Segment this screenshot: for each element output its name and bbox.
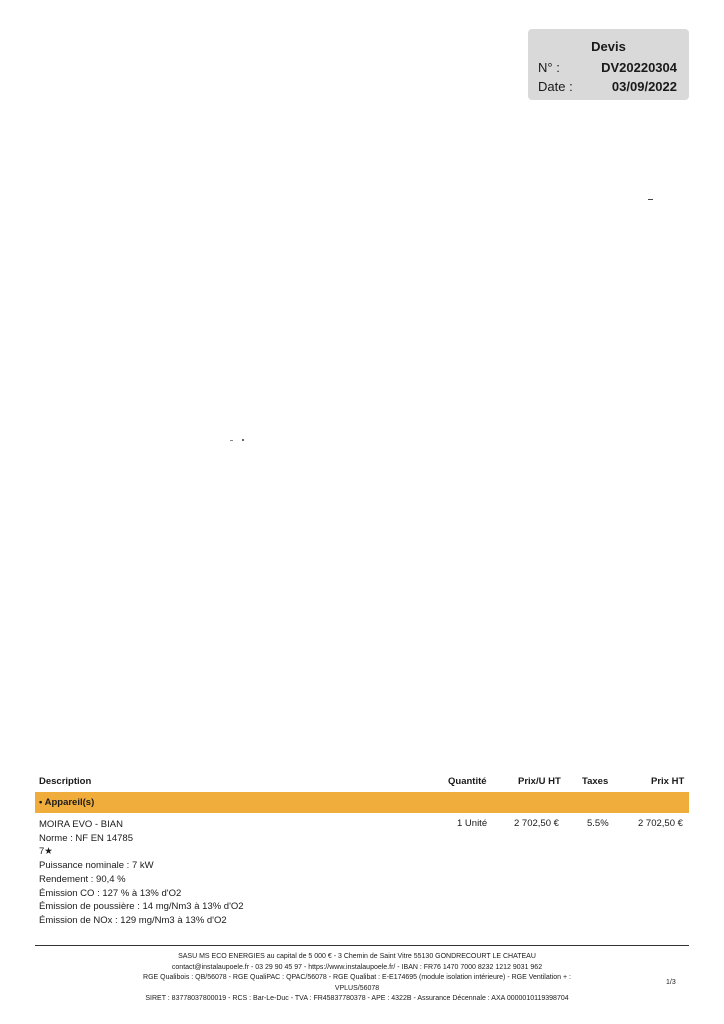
item-line: Norme : NF EN 14785 <box>39 832 133 844</box>
item-quantity: 1 Unité <box>457 818 488 829</box>
item-line: 7★ <box>39 846 53 858</box>
quote-number-value: DV20220304 <box>601 60 677 75</box>
column-header-quantity: Quantité <box>448 776 487 787</box>
footer-legal <box>100 952 614 1005</box>
column-header-total: Prix HT <box>651 776 685 787</box>
item-description <box>39 818 244 928</box>
item-taxes: 5.5% <box>587 818 609 829</box>
item-line: Rendement : 90,4 % <box>39 873 126 885</box>
column-header-taxes: Taxes <box>582 776 609 787</box>
quote-date-label: Date : <box>538 79 573 94</box>
footer-line: SASU MS ECO ENERGIES au capital de 5 000 € - 3 Chemin de Saint Vitre 55130 GONDRECOURT LE CHATEAU <box>178 953 536 960</box>
footer-line: VPLUS/56078 <box>334 984 380 992</box>
footer-divider <box>35 945 689 946</box>
item-line: Émission de NOx : 129 mg/Nm3 à 13% d'O2 <box>39 914 227 926</box>
item-total: 2 702,50 € <box>638 818 683 829</box>
quote-title: Devis <box>591 39 626 54</box>
footer-line: contact@instalaupoele.fr - 03 29 90 45 97 - https://www.instalaupoele.fr/ - IBAN : FR76 1470 7000 8232 1212 9031 962 <box>171 963 543 971</box>
item-line: MOIRA EVO - BIAN <box>39 819 123 830</box>
footer-line: SIRET : 83778037800019 - RCS : Bar-Le-Duc - TVA : FR45837780378 - APE : 4322B - Assurance Décennale : AXA 0000010119398704 <box>145 995 569 1003</box>
quote-number-label: N° : <box>538 60 560 75</box>
item-line: Émission CO : 127 % à 13% d'O2 <box>39 887 182 899</box>
item-line: Puissance nominale : 7 kW <box>39 860 154 872</box>
section-header <box>35 792 689 813</box>
page-number: 1/3 <box>666 979 676 986</box>
quote-date-value: 03/09/2022 <box>611 79 677 94</box>
item-line: Émission de poussière : 14 mg/Nm3 à 13% d'O2 <box>39 901 244 913</box>
column-header-unit-price: Prix/U HT <box>518 776 561 787</box>
footer-line: RGE Qualibois : QB/56078 - RGE QualiPAC : QPAC/56078 - RGE Qualibat : E-E174695 (module isolation intérieure) - RGE Ventilation + : <box>143 974 571 982</box>
column-header-description: Description <box>39 776 92 787</box>
section-title: • Appareil(s) <box>39 797 95 808</box>
item-unit-price: 2 702,50 € <box>514 818 559 829</box>
